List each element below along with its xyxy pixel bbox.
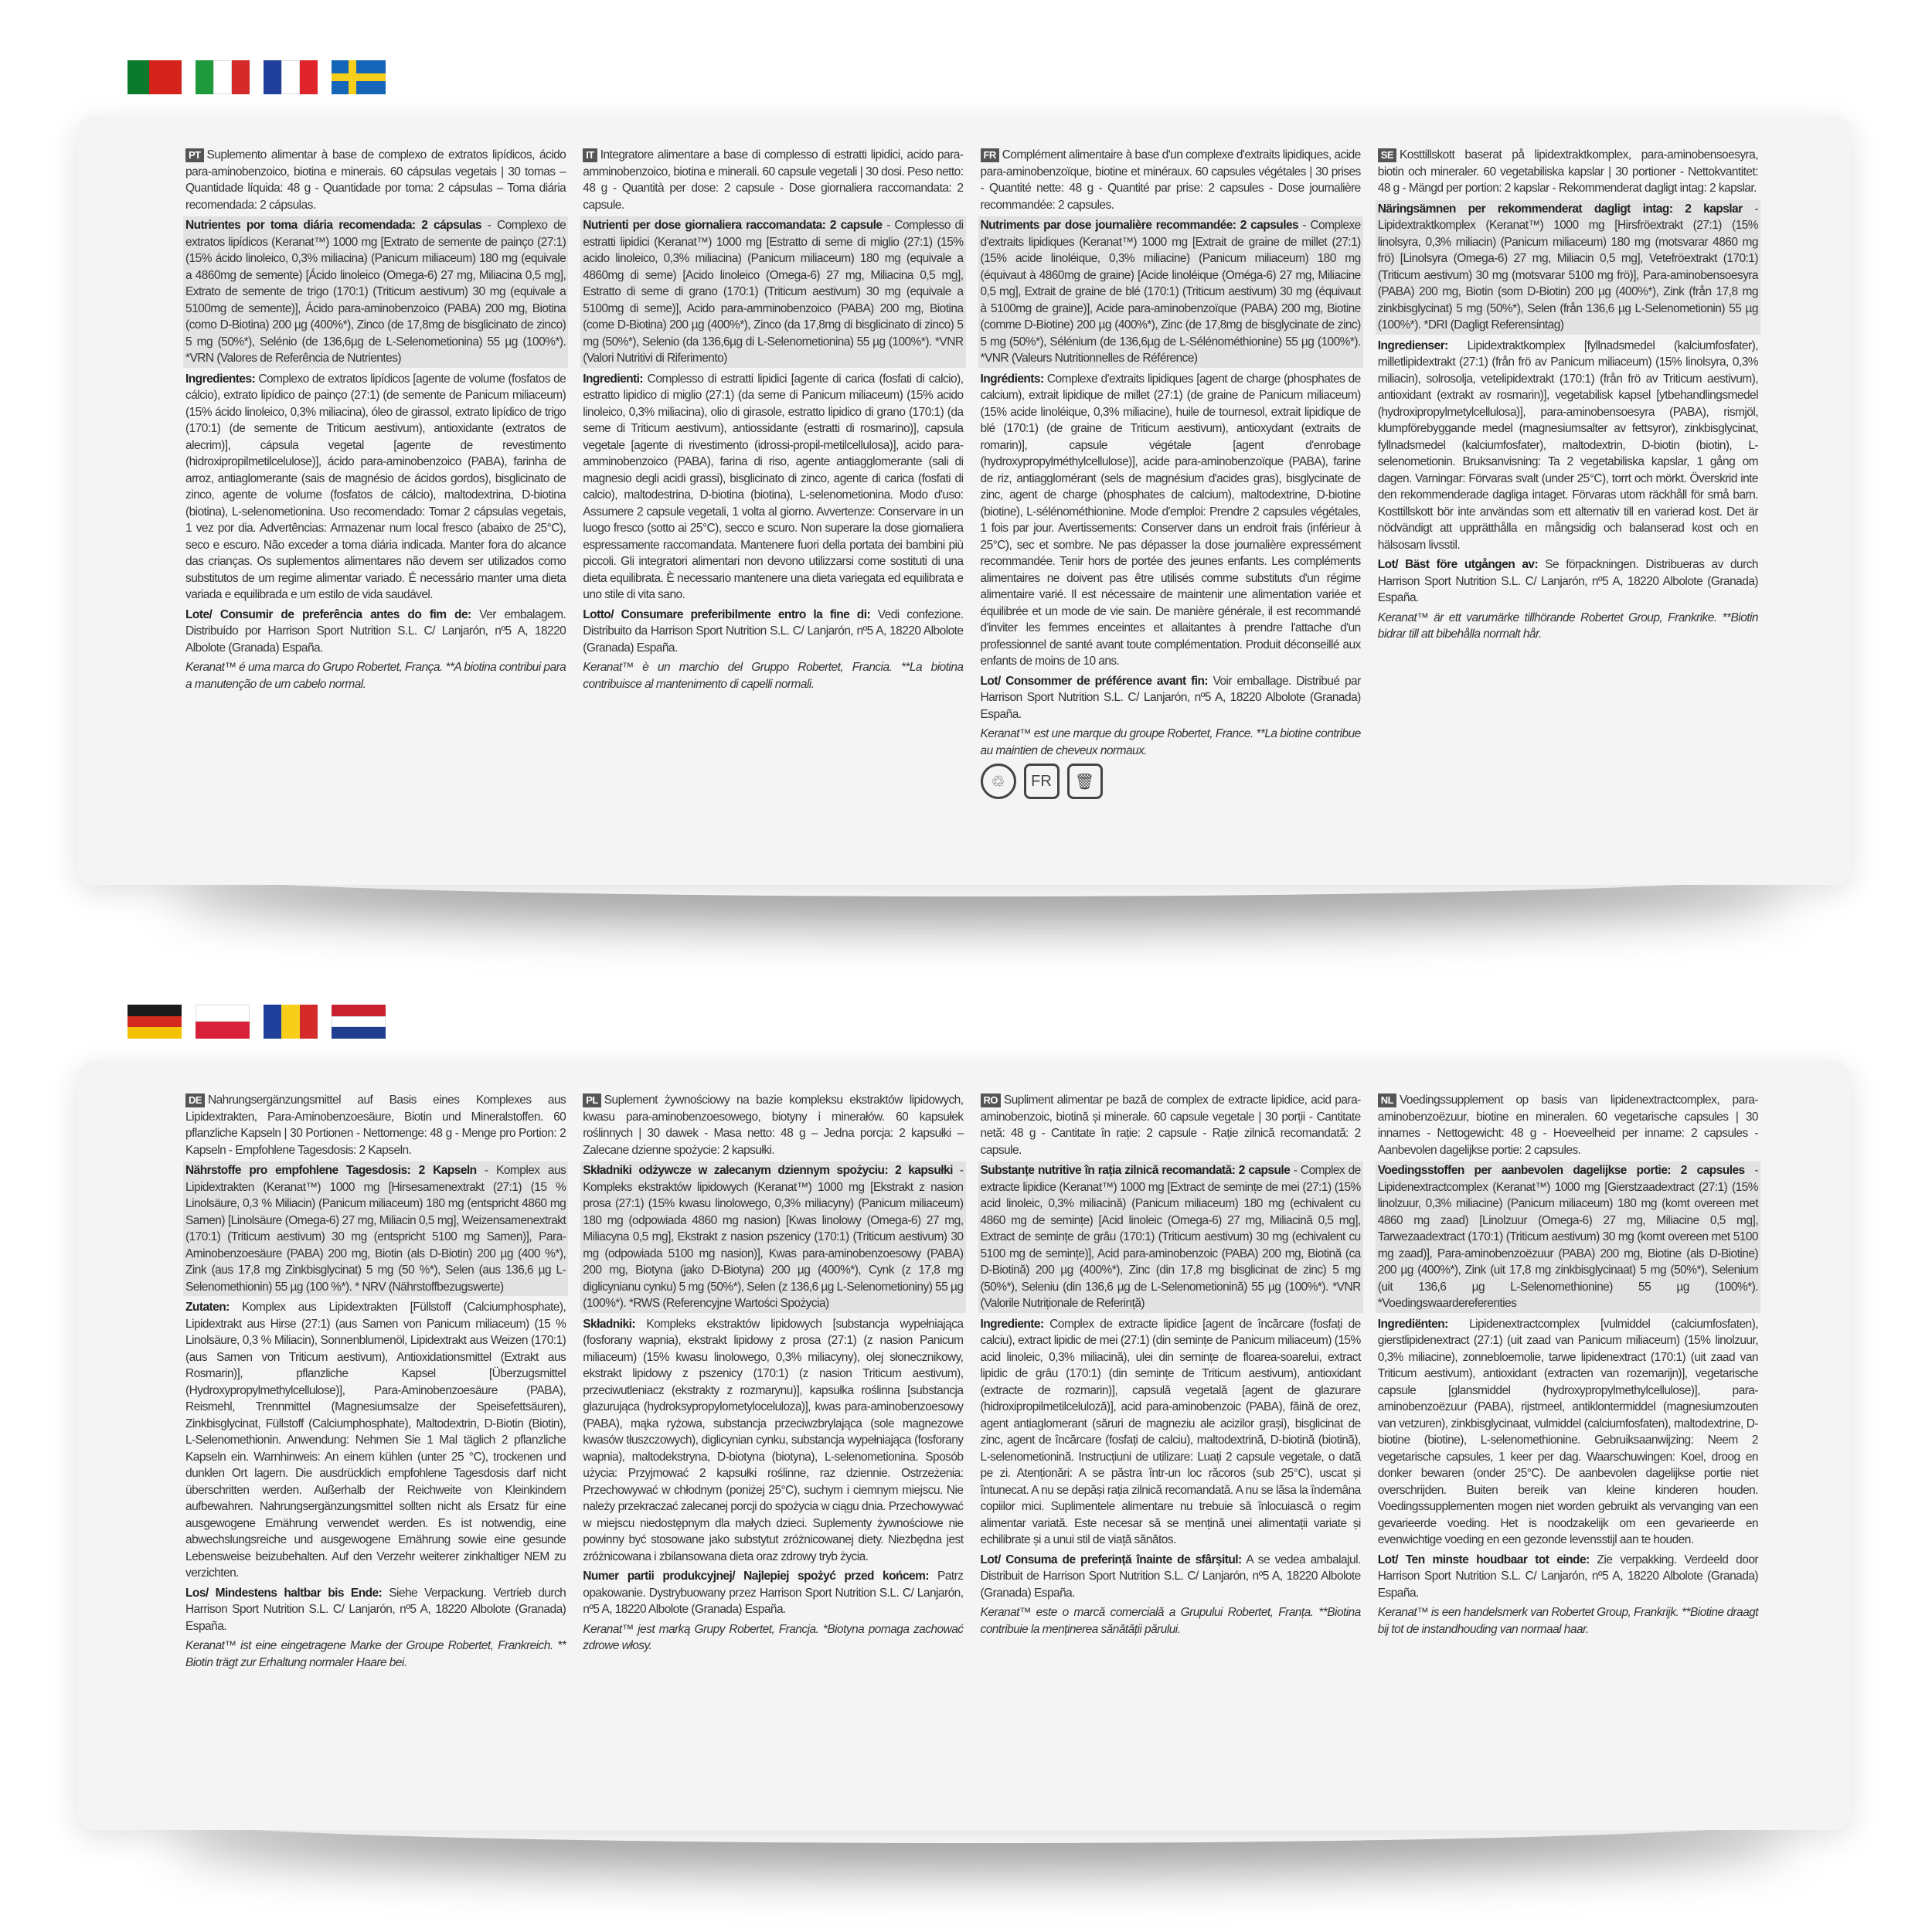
ingredients-text: Kompleks ekstraktów lipidowych [substancja wypełniająca (fosforany wapnia), ekstrakt lipidowy z prosa (27:1) (z nasion Panicum miliaceum) (15% kwasu linolowego, 0,3% miliacyny), olej słonecznikowy, ekstrakt lipidowy z pszenicy (170:1) (z nasion Triticum aestivum), przeciwutleniacz (ekstrakty z rozmarynu)], kapsułka roślinna [substancja glazurująca (hydroksypropylometyloceluloza)], kwas para-aminobenzoesowy (PABA), mąka ryżowa, substancja przeciwzbrylająca (sole magnezowe kwasów tłuszczowych), diglicynian cynku, substancja wypełniająca (fosforany wapnia), maltodekstryna, D-biotyna (biotyna), L-selenometionina. Sposób użycia: Przyjmować 2 kapsułki roślinne, raz dziennie. Ostrzeżenia: Przechowywać w chłodnym (poniżej 25°C), suchym i ciemnym miejscu. Nie należy przekraczać zalecanej porcji do spożycia w ciągu dnia. Przechowywać w miejscu niedostępnym dla małych dzieci. Suplementy żywnościowe nie powinny być stosowane jako substytut zróżnicowanej diety. Niezbędna jest zróżnicowana i zbilansowana dieta oraz zdrowy tryb życia. — [583, 1317, 964, 1563]
language-column-nl — [1378, 1092, 1758, 1674]
ingredients-paragraph — [185, 371, 566, 604]
nutrients-heading: Składniki odżywcze w zalecanym dziennym spożyciu: 2 kapsułki — [583, 1164, 953, 1177]
language-column-pt — [185, 147, 566, 799]
nutrients-text: - Lipidenextractcomplex (Keranat™) 1000 mg [Gierstzaadextract (27:1) (15% linolzuur, 0,3% miliacine) (Panicum miliaceum) 180 mg (komt overeen met 4860 mg zaad) [Linolzuur (Omega-6) 27 mg, Miliacine 0,5 mg], Tarwezaadextract (170:1) (Triticum aestivum) 30 mg (komt overeen met 5100 mg zaad)], Para-aminobenzoëzuur (PABA) 200 mg, Biotine (als D-Biotine) 200 µg (400%*), Zink (uit 17,8 mg zinkbisglycinaat) 5 mg (50%*), Selenium (uit 136,6 µg L-Selenomethionine) 55 µg (100%*). *Voedingswaardereferenties — [1377, 1164, 1758, 1310]
lot-heading: Lot/ Ten minste houdbaar tot einde: — [1377, 1553, 1590, 1566]
ingredients-heading: Ingrédients: — [980, 372, 1044, 386]
nutrients-paragraph — [183, 1162, 568, 1296]
intro-paragraph — [185, 1092, 566, 1158]
top-flags — [128, 60, 386, 94]
ingredients-heading: Składniki: — [583, 1317, 635, 1331]
ingredients-paragraph — [981, 371, 1361, 670]
language-code-badge: DE — [185, 1094, 205, 1107]
nutrients-text: - Complexo de extratos lipídicos (Keranat™) 1000 mg [Extrato de semente de painço (27:1) (15% ácido linoleico, 0,3% miliacina) (Panicum miliaceum) 180 mg (equivale a 4860mg de semente) [Ácido linoleico (Omega-6) 27 mg, Miliacina 0,5 mg], Extrato de semente de trigo (170:1) (Triticum aestivum) 30 mg (equivale a 5100mg de semente)], Ácido para-aminobenzoico (PABA) 200 mg, Biotina (como D-Biotina) 200 µg (400%*), Zinco (de 17,8mg de bisglicinato de zinco) 5 mg (50%*), Selénio (de 136,6µg de L-Selenometionina) 55 µg (100%*). *VRN (Valores de Referência de Nutrientes) — [185, 219, 566, 365]
bottle-icon: FR — [1024, 764, 1060, 799]
intro-paragraph — [583, 1092, 963, 1158]
nutrients-text: - Complesso di estratti lipidici (Keranat™) 1000 mg [Estratto di seme di miglio (27:1) (15% acido linoleico, 0,3% miliacina) (Panicum miliaceum) 180 mg (equivale a 4860mg di seme) [Acido linoleico (Omega-6) 27 mg, Miliacina 0,5 mg], Estratto di seme di grano (170:1) (Triticum aestivum) 30 mg (equivale a 5100mg di seme)], Acido para-amminobenzoico (PABA) 200 mg, Biotina (come D-Biotina) 200 µg (400%*), Zinco (da 17,8mg di bisglicinato di zinco) 5 mg (50%*), Selenio (da 136,6µg di L-Selenometionina) 55 µg (100%*). *VNR (Valori Nutritivi di Riferimento) — [583, 219, 964, 365]
nutrients-heading: Voedingsstoffen per aanbevolen dagelijkse portie: 2 capsules — [1377, 1164, 1745, 1177]
nutrients-text: - Komplex aus Lipidextrakten (Keranat™) 1000 mg [Hirsesamenextrakt (27:1) (15 % Linolsäure, 0,3 % Miliacin) (Panicum miliaceum) 180 mg (entspricht 4860 mg Samen) [Linolsäure (Omega-6) 27 mg, Miliacin 0,5 mg], Weizensamenextrakt (170:1) (Triticum aestivum) 30 mg (entspricht 5100 mg Samen)], Para-Aminobenzoesäure (PABA) 200 mg, Biotin (als D-Biotin) 200 µg (400 %*), Zink (aus 17,8 mg Zinkbisglycinat) 5 mg (50 %*), Selen (aus 136,6 µg L-Selenomethionin) 55 µg (100 %*). * NRV (Nährstoffbezugswerte) — [185, 1164, 566, 1294]
bottom-flags — [128, 1005, 386, 1039]
ingredients-text: Komplex aus Lipidextrakten [Füllstoff (Calciumphosphate), Lipidextrakt aus Hirse (27:1) (aus Samen von Panicum miliaceum) (15 % Linolsäure, 0,3 % Miliacin), Sonnenblumenöl, Lipidextrakt aus Weizen (170:1) (aus Samen von Triticum aestivum), Antioxidationsmittel (Extrakt aus Rosmarin)], pflanzliche Kapsel [Überzugsmittel (Hydroxypropylmethylcellulose)], Para-Aminobenzoesäure (PABA), Reismehl, Trennmittel (Magnesiumsalze der Speisefettsäuren), Zinkbisglycinat, Füllstoff (Calciumphosphate), Maltodextrin, D-Biotin (Biotin), L-Selenomethionin. Anwendung: Nehmen Sie 1 Mal täglich 2 pflanzliche Kapseln ein. Warnhinweis: An einem kühlen (unter 25 °C), trockenen und dunklen Ort lagern. Die ausdrücklich empfohlene Tagesdosis darf nicht überschritten werden. Außerhalb der Reichweite von Kleinkindern aufbewahren. Nahrungsergänzungsmittel sollten nicht als Ersatz für eine ausgewogene Ernährung verwendet werden. Es ist notwendig, eine abwechslungsreiche und ausgewogene Ernährung sowie eine gesunde Lebensweise beizubehalten. Auf den Verzehr weiterer zinkhaltiger NEM zu verzichten. — [185, 1301, 566, 1580]
ingredients-heading: Ingrediente: — [980, 1317, 1044, 1331]
nutrients-text: - Lipidextraktkomplex (Keranat™) 1000 mg [Hirsfröextrakt (27:1) (15% linolsyra, 0,3% miliacin) (Panicum miliaceum) 180 mg (motsvarar 4860 mg frö) [Linolsyra (Omega-6) 27 mg, Miliacin 0,5 mg], Vetefröextrakt (170:1) (Triticum aestivum) 30 mg (motsvarar 5100 mg frö)], Para-aminobensoesyra (PABA) 200 mg, Biotin (som D-Biotin) 200 µg (400%*), Zink (från 17,8 mg zinkbisglycinat) 5 mg (50%*), Selen (från 136,6 µg L-Selenometionin) 55 µg (100%*). *DRI (Dagligt Referensintag) — [1377, 202, 1758, 332]
lot-text: Patrz opakowanie. Dystrybuowany przez Harrison Sport Nutrition S.L. C/ Lanjarón, nº5 A, 18220 Albolote (Granada) España. — [583, 1570, 964, 1616]
lot-heading: Lot/ Consuma de preferință înainte de sfârșitul: — [980, 1553, 1242, 1566]
nutrients-text: - Kompleks ekstraktów lipidowych (Keranat™) 1000 mg [Ekstrakt z nasion prosa (27:1) (15% kwasu linolowego, 0,3% miliacyny) (Panicum miliaceum) 180 mg (odpowiada 4860 mg nasion) [Kwas linolowy (Omega-6) 27 mg, Miliacyna 0,5 mg], Ekstrakt z nasion pszenicy (170:1) (Triticum aestivum) 30 mg (odpowiada 5100 mg nasion)], Kwas para-aminobenzoesowy (PABA) 200 mg, Biotyna (jako D-Biotyna) 200 µg (400%*), Cynk (z 17,8 mg diglicynianu cynku) 5 mg (50%*), Selen (z 136,6 µg L-Selenometioniny) 55 µg (100%*). *RWS (Referencyjne Wartości Spożycia) — [583, 1164, 964, 1310]
lot-paragraph — [1378, 556, 1758, 607]
nutrients-heading: Näringsämnen per rekommenderat dagligt intag: 2 kapslar — [1377, 202, 1743, 216]
bottom-label-panel — [77, 1061, 1851, 1830]
nutrients-heading: Nährstoffe pro empfohlene Tagesdosis: 2 Kapseln — [185, 1164, 477, 1177]
intro-paragraph — [981, 1092, 1361, 1158]
lot-paragraph — [1378, 1552, 1758, 1602]
footnote: Keranat™ is een handelsmerk van Robertet Group, Frankrijk. **Biotine draagt bij tot de instandhouding van normaal haar. — [1377, 1606, 1758, 1636]
ingredients-text: Lipidenextractcomplex [vulmiddel (calciumfosfaten), gierstlipidenextract (27:1) (uit zaad van Panicum miliaceum) (15% linolzuur, 0,3% miliacine), zonnebloemolie, tarwe lipidenextract (170:1) (uit zaad van Triticum aestivum), antioxidant (extracten van rozemarijn)], vegetarische capsule [glansmiddel (hydroxypropylmethylcellulose)], para-aminobenzoëzuur (PABA), rijstmeel, antiklontermiddel (magnesiumzouten van vetzuren), zinkbisglycinaat, vulmiddel (calciumfosfaten), maltodextrine, D-biotine (biotine), L-selenomethionine. Gebruiksaanwijzing: Neem 2 vegetarische capsules, 1 keer per dag. Waarschuwingen: Koel, droog en donker bewaren (onder 25°C). De aanbevolen dagelijkse portie niet overschrijden. Buiten bereik van kleine kinderen houden. Voedingssupplementen mogen niet worden gebruikt als vervanging van een gevarieerde voeding. Het is noodzakelijk om een gevarieerde en evenwichtige voeding en een gezonde levensstijl aan te houden. — [1377, 1317, 1758, 1546]
nutrients-heading: Nutriments par dose journalière recommandée: 2 capsules — [980, 219, 1299, 232]
ingredients-text: Lipidextraktkomplex [fyllnadsmedel (kalciumfosfater), milletlipidextrakt (27:1) (från frö av Panicum miliaceum) (15% linolsyra, 0,3% miliacin), solrosolja, vetelipidextrakt (170:1) (från frö av Triticum aestivum), antioxidant (extrakt av rosmarin)], vegetabilisk kapsel [ytbehandlingsmedel (hydroxipropylmetylcellulosa)], para-aminobensoesyra (PABA), rismjöl, klumpförebyggande medel (magnesiumsalter av fettsyror), zinkbisglycinat, fyllnadsmedel (kalciumfosfater), maltodextrin, D-biotin (biotin), L-selenometionin. Bruksanvisning: Ta 2 vegetabiliska kapslar, 1 gång om dagen. Varningar: Förvaras svalt (under 25°C), torrt och mörkt. Överskrid inte den rekommenderade dagliga intaget. Förvaras utom räckhåll för små barn. Kosttillskott bör inte användas som ett alternativ till en varierad kost. Det är nödvändigt att upprätthålla en mångsidig och balanserad kost och en hälsosam livsstil. — [1377, 338, 1758, 552]
language-column-pl — [583, 1092, 963, 1674]
language-code-badge: SE — [1378, 148, 1396, 162]
footnote: Keranat™ är ett varumärke tillhörande Robertet Group, Frankrike. **Biotin bidrar till att bibehålla normalt hår. — [1377, 611, 1758, 641]
ingredients-heading: Ingredienser: — [1377, 338, 1448, 352]
lot-text: Se förpackningen. Distribueras av durch Harrison Sport Nutrition S.L. C/ Lanjarón, nº5 A, 18220 Albolote (Granada) España. — [1377, 558, 1758, 604]
lot-heading: Lotto/ Consumare preferibilmente entro la fine di: — [583, 607, 871, 621]
ingredients-paragraph — [1378, 338, 1758, 554]
intro-text: Nahrungsergänzungsmittel auf Basis eines Komplexes aus Lipidextrakten, Para-Aminobenzoesäure, Biotin und Mineralstoffen. 60 pflanzliche Kapseln | 30 Portionen - Nettomenge: 48 g - Menge pro Portion: 2 Kapseln - Empfohlene Tagesdosis: 2 Kapseln. — [185, 1094, 566, 1157]
lot-heading: Los/ Mindestens haltbar bis Ende: — [185, 1586, 383, 1600]
nutrients-paragraph — [183, 216, 568, 368]
intro-text: Supliment alimentar pe bază de complex de extracte lipidice, acid para-aminobenzoic, biotină și minerale. 60 capsule vegetale | 30 porții - Cantitate netă: 48 g - Cantitate în rație: 2 capsule - Rație zilnică recomandată: 2 capsule. — [980, 1094, 1361, 1157]
footnote: Keranat™ ist eine eingetragene Marke der Groupe Robertet, Frankreich. ** Biotin trägt zur Erhaltung normaler Haare bei. — [185, 1639, 566, 1669]
top-label-panel — [77, 116, 1851, 885]
intro-paragraph — [185, 147, 566, 213]
lot-paragraph — [981, 673, 1361, 723]
ingredients-heading: Ingredientes: — [185, 372, 256, 386]
ingredients-paragraph — [583, 1316, 963, 1566]
lot-text: A se vedea ambalajul. Distribuit de Harrison Sport Nutrition S.L. C/ Lanjarón, nº5 A, 18220 Albolote (Granada) España. — [980, 1553, 1361, 1600]
top-columns — [185, 147, 1758, 799]
flag-de-icon — [128, 1005, 182, 1039]
footnote: Keranat™ è un marchio del Gruppo Robertet, Francia. **La biotina contribuisce al mantenimento di capelli normali. — [583, 661, 964, 691]
nutrients-heading: Nutrienti per dose giornaliera raccomandata: 2 capsule — [583, 219, 883, 232]
lot-paragraph — [185, 607, 566, 657]
nutrients-paragraph — [580, 1162, 965, 1313]
nutrients-paragraph — [580, 216, 965, 368]
footnote: Keranat™ este o marcă comercială a Grupului Robertet, Franța. **Biotina contribuie la menținerea sănătății părului. — [980, 1606, 1361, 1636]
ingredients-text: Complexo de extratos lipídicos [agente de volume (fosfatos de cálcio), extrato lipídico de painço (27:1) (de semente de Panicum miliaceum) (15% ácido linoleico, 0,3% miliacina), óleo de girassol, extrato lipídico de trigo (170:1) (de semente de Triticum aestivum), antioxidante (extratos de alecrim)], cápsula vegetal [agente de revestimento (hidroxipropilmetilcelulose)], ácido para-aminobenzoico (PABA), farinha de arroz, antiaglomerante (sais de magnésio de ácidos gordos), bisglicinato de zinco, agente de volume (fosfatos de cálcio), maltodextrina, D-biotina (biotina), L-selenometionina. Uso recomendado: Tomar 2 cápsulas vegetais, 1 vez por dia. Advertências: Armazenar num local fresco (abaixo de 25°C), seco e escuro. Não exceder a toma diária indicada. Manter fora do alcance das crianças. Os suplementos alimentares não devem ser utilizados como substitutos de um regime alimentar variado. É necessário manter uma dieta variada e equilibrada e um estilo de vida saudável. — [185, 372, 566, 601]
ingredients-paragraph — [981, 1316, 1361, 1549]
nutrients-heading: Substanțe nutritive în rația zilnică recomandată: 2 capsule — [980, 1164, 1291, 1177]
lot-heading: Numer partii produkcyjnej/ Najlepiej spożyć przed końcem: — [583, 1570, 929, 1583]
nutrients-heading: Nutrientes por toma diária recomendada: 2 cápsulas — [185, 219, 481, 232]
nutrients-paragraph — [978, 216, 1363, 368]
language-code-badge: RO — [981, 1094, 1001, 1107]
bin-icon: 🗑 — [1067, 764, 1103, 799]
ingredients-paragraph — [1378, 1316, 1758, 1549]
nutrients-paragraph — [978, 1162, 1363, 1313]
intro-text: Voedingssupplement op basis van lipidenextractcomplex, para-aminobenzoëzuur, biotine en mineralen. 60 vegetarische capsules | 30 innames - Nettogewicht: 48 g - Hoeveelheid per inname: 2 capsules - Aanbevolen dagelijkse portie: 2 capsules. — [1377, 1094, 1758, 1157]
language-code-badge: NL — [1378, 1094, 1396, 1107]
lot-paragraph — [583, 607, 963, 657]
flag-ro-icon — [264, 1005, 318, 1039]
intro-text: Suplement żywnościowy na bazie kompleksu ekstraktów lipidowych, kwasu para-aminobenzoesowego, biotyny i minerałów. 60 kapsułek roślinnych | 30 dawek - Masa netto: 48 g – Jedna porcja: 2 kapsułki – Zalecane dzienne spożycie: 2 kapsułki. — [583, 1094, 964, 1157]
intro-paragraph — [583, 147, 963, 213]
language-column-it — [583, 147, 963, 799]
lot-paragraph — [185, 1585, 566, 1635]
lot-paragraph — [583, 1568, 963, 1618]
intro-paragraph — [1378, 147, 1758, 197]
lot-paragraph — [981, 1552, 1361, 1602]
language-column-se — [1378, 147, 1758, 799]
ingredients-paragraph — [185, 1299, 566, 1582]
flag-pt-icon — [128, 60, 182, 94]
flag-fr-icon — [264, 60, 318, 94]
ingredients-heading: Ingrediënten: — [1377, 1317, 1448, 1331]
language-code-badge: PL — [583, 1094, 601, 1107]
lot-heading: Lot/ Consommer de préférence avant fin: — [980, 674, 1208, 688]
recycling-icons — [981, 764, 1361, 799]
ingredients-paragraph — [583, 371, 963, 604]
nutrients-text: - Complexe d'extraits lipidiques (Keranat™) 1000 mg [Extrait de graine de millet (27:1) (15% acide linoléique, 0,3% miliacine) (Panicum miliaceum) 180 mg (équivaut à 4860mg de graine) [Acide linoléique (Oméga-6) 27 mg, Miliacine 0,5 mg], Extrait de graine de blé (170:1) (Triticum aestivum) 30 mg (équivaut à 5100mg de graine)], Acide para-aminobenzoïque (PABA) 200 mg, Biotine (comme D-Biotine) 200 µg (400%*), Zinc (de 17,8mg de bisglycinate de zinc) 5 mg (50%*), Sélénium (de 136,6µg de L-Sélénométhionine) 55 µg (100%*). *VNR (Valeurs Nutritionnelles de Référence) — [980, 219, 1361, 365]
nutrients-text: - Complex de extracte lipidice (Keranat™) 1000 mg [Extract de semințe de mei (27:1) (15% acid linoleic, 0,3% miliacină) (Panicum miliaceum) 180 mg (echivalent cu 4860 mg de semințe) [Acid linoleic (Omega-6) 27 mg, Miliacină 0,5 mg], Extract de semințe de grâu (170:1) (Triticum aestivum) 30 mg (echivalent cu 5100 mg de semințe)], Acid para-aminobenzoic (PABA) 200 mg, Biotină (ca D-Biotină) 200 µg (400%*), Zinc (din 17,8 mg bisglicinat de zinc) 5 mg (50%*), Seleniu (din 136,6 µg de L-Selenometionină) 55 µg (100%*). *VNR (Valorile Nutriționale de Referință) — [980, 1164, 1361, 1310]
ingredients-text: Complex de extracte lipidice [agent de încărcare (fosfați de calciu), extract lipidic de mei (27:1) (din semințe de Panicum miliaceum) (15% acid linoleic, 0,3% miliacină), ulei din semințe de floarea-soarelui, extract lipidic de grâu (170:1) (din semințe de Triticum aestivum), antioxidant (extracte de rozmarin)], capsulă vegetală [agent de glazurare (hidroxipropilmetilceluloză)], acid para-aminobenzoic (PABA), făină de orez, agent antiaglomerant (săruri de magneziu ale acizilor grași), bisglicinat de zinc, agent de încărcare (fosfați de calciu), maltodextrină, D-biotină (biotină), L-selenometionină. Instrucțiuni de utilizare: Luați 2 capsule vegetale, o dată pe zi. Atenționări: A se păstra într-un loc răcoros (sub 25°C), uscat și întunecat. A nu se depăși rația zilnică recomandată. A nu se lăsa la îndemâna copiilor mici. Suplimentele alimentare nu trebuie să înlocuiască o regim alimentar variată. Este necesar să se mențină unei alimentații variate și echilibrate și a unui stil de viață sănătos. — [980, 1317, 1361, 1546]
nutrients-paragraph — [1376, 200, 1760, 335]
language-code-badge: PT — [185, 148, 204, 162]
intro-paragraph — [981, 147, 1361, 213]
intro-text: Complément alimentaire à base d'un complexe d'extraits lipidiques, acide para-aminobenzoïque, biotine et minéraux. 60 capsules végétales | 30 prises - Quantité nette: 48 g - Quantité par prise: 2 capsules - Dose journalière recommandée: 2 capsules. — [980, 148, 1361, 212]
bottom-columns — [185, 1092, 1758, 1674]
language-code-badge: FR — [981, 148, 999, 162]
lot-text: Vedi confezione. Distribuito da Harrison Sport Nutrition S.L. C/ Lanjarón, nº5 A, 18220 Albolote (Granada) España. — [583, 607, 964, 655]
intro-text: Integratore alimentare a base di complesso di estratti lipidici, acido para-amminobenzoico, biotina e minerali. 60 capsule vegetali | 30 dosi. Peso netto: 48 g - Quantità per dose: 2 capsule - Dose giornaliera raccomandata: 2 capsule. — [583, 148, 964, 212]
ingredients-heading: Ingredienti: — [583, 372, 644, 386]
intro-text: Suplemento alimentar à base de complexo de extratos lipídicos, ácido para-aminobenzoico, biotina e minerais. 60 cápsulas vegetais | 30 tomas – Quantidade líquida: 48 g - Quantidade por toma: 2 cápsulas – Toma diária recomendada: 2 cápsulas. — [185, 148, 566, 212]
ingredients-heading: Zutaten: — [185, 1301, 230, 1314]
lot-text: Ver embalagem. Distribuído por Harrison Sport Nutrition S.L. C/ Lanjarón, nº5 A, 18220 Albolote (Granada) España. — [185, 607, 566, 655]
footnote: Keranat™ jest marką Grupy Robertet, Francja. *Biotyna pomaga zachować zdrowe włosy. — [583, 1622, 964, 1652]
intro-text: Kosttillskott baserat på lipidextraktkomplex, para-aminobensoesyra, biotin och mineraler. 60 vegetabiliska kapslar | 30 portioner - Nettokvantitet: 48 g - Mängd per portion: 2 kapslar - Rekommenderat dagligt intag: 2 kapslar. — [1377, 148, 1758, 195]
flag-pl-icon — [196, 1005, 250, 1039]
lot-text: Voir emballage. Distribué par Harrison Sport Nutrition S.L. C/ Lanjarón, nº5 A, 18220 Albolote (Granada) España. — [980, 674, 1361, 721]
language-code-badge: IT — [583, 148, 597, 162]
ingredients-text: Complexe d'extraits lipidiques [agent de charge (phosphates de calcium), extrait lipidique de millet (27:1) (de graine de Panicum miliaceum) (15% acide linoléique, 0,3% miliacine), huile de tournesol, extrait lipidique de blé (170:1) (de graine de Triticum aestivum), antioxydant (extraits de romarin)], capsule végétale [agent d'enrobage (hydroxypropylméthylcellulose)], acide para-aminobenzoïque (PABA), farine de riz, antiagglomérant (sels de magnésium d'acides gras), bisglycinate de zinc, agent de charge (phosphates de calcium), maltodextrine, D-biotine (biotine), L-sélénométhionine. Mode d'emploi: Prendre 2 capsules végétales, 1 fois par jour. Avertissements: Conserver dans un endroit frais (inférieur à 25°C), sec et sombre. Ne pas dépasser la dose journalière expressément recommandée. Tenir hors de portée des jeunes enfants. Les compléments alimentaires ne doivent pas être utilisés comme substituts d'un régime alimentaire varié. Il est nécessaire de maintenir une alimentation variée et équilibrée et un mode de vie sain. De manière générale, il est recommandé d'inviter les femmes enceintes et allaitantes à prendre l'attache d'un professionnel de santé avant toute complémentation. Produit déconseillé aux enfants de moins de 10 ans. — [980, 372, 1361, 668]
flag-it-icon — [196, 60, 250, 94]
language-column-de — [185, 1092, 566, 1674]
language-column-fr — [981, 147, 1361, 799]
intro-paragraph — [1378, 1092, 1758, 1158]
lot-heading: Lote/ Consumir de preferência antes do fim de: — [185, 607, 471, 621]
recycle-icon: ♲ — [981, 764, 1016, 799]
language-column-ro — [981, 1092, 1361, 1674]
footnote: Keranat™ est une marque du groupe Robertet, France. **La biotine contribue au maintien de cheveux normaux. — [980, 727, 1361, 757]
lot-heading: Lot/ Bäst före utgången av: — [1377, 558, 1539, 571]
footnote: Keranat™ é uma marca do Grupo Robertet, França. **A biotina contribui para a manutenção de um cabelo normal. — [185, 661, 566, 691]
lot-text: Siehe Verpackung. Vertrieb durch Harrison Sport Nutrition S.L. C/ Lanjarón, nº5 A, 18220 Albolote (Granada) España. — [185, 1586, 566, 1633]
flag-nl-icon — [332, 1005, 386, 1039]
lot-text: Zie verpakking. Verdeeld door Harrison Sport Nutrition S.L. C/ Lanjarón, nº5 A, 18220 Albolote (Granada) España. — [1377, 1553, 1758, 1600]
nutrients-paragraph — [1376, 1162, 1760, 1313]
flag-se-icon — [332, 60, 386, 94]
ingredients-text: Complesso di estratti lipidici [agente di carica (fosfati di calcio), estratto lipidico di miglio (27:1) (da seme di Panicum miliaceum) (15% acido linoleico, 0,3% miliacina), olio di girasole, estratto lipidico di grano (170:1) (da seme di Triticum aestivum), antiossidante (estratti di rosmarino)], capsula vegetale [agente di rivestimento (idrossi-propil-metilcellulosa)], acido para-amminobenzoico (PABA), farina di riso, agente antiagglomerante (sali di magnesio degli acidi grassi), bisglicinato di zinco, agente di carica (fosfati di calcio), maltodestrina, D-biotina (biotina), L-selenometionina. Modo d'uso: Assumere 2 capsule vegetali, 1 volta al giorno. Avvertenze: Conservare in un luogo fresco (sotto ai 25°C), secco e scuro. Non superare la dose giornaliera espressamente raccomandata. Mantenere fuori della portata dei bambini più piccoli. Gli integratori alimentari non devono utilizzarsi come sostituti di una dieta equilibrata. È necessario mantenere una dieta variegata ed equilibrata e uno stile di vita sano. — [583, 372, 964, 601]
